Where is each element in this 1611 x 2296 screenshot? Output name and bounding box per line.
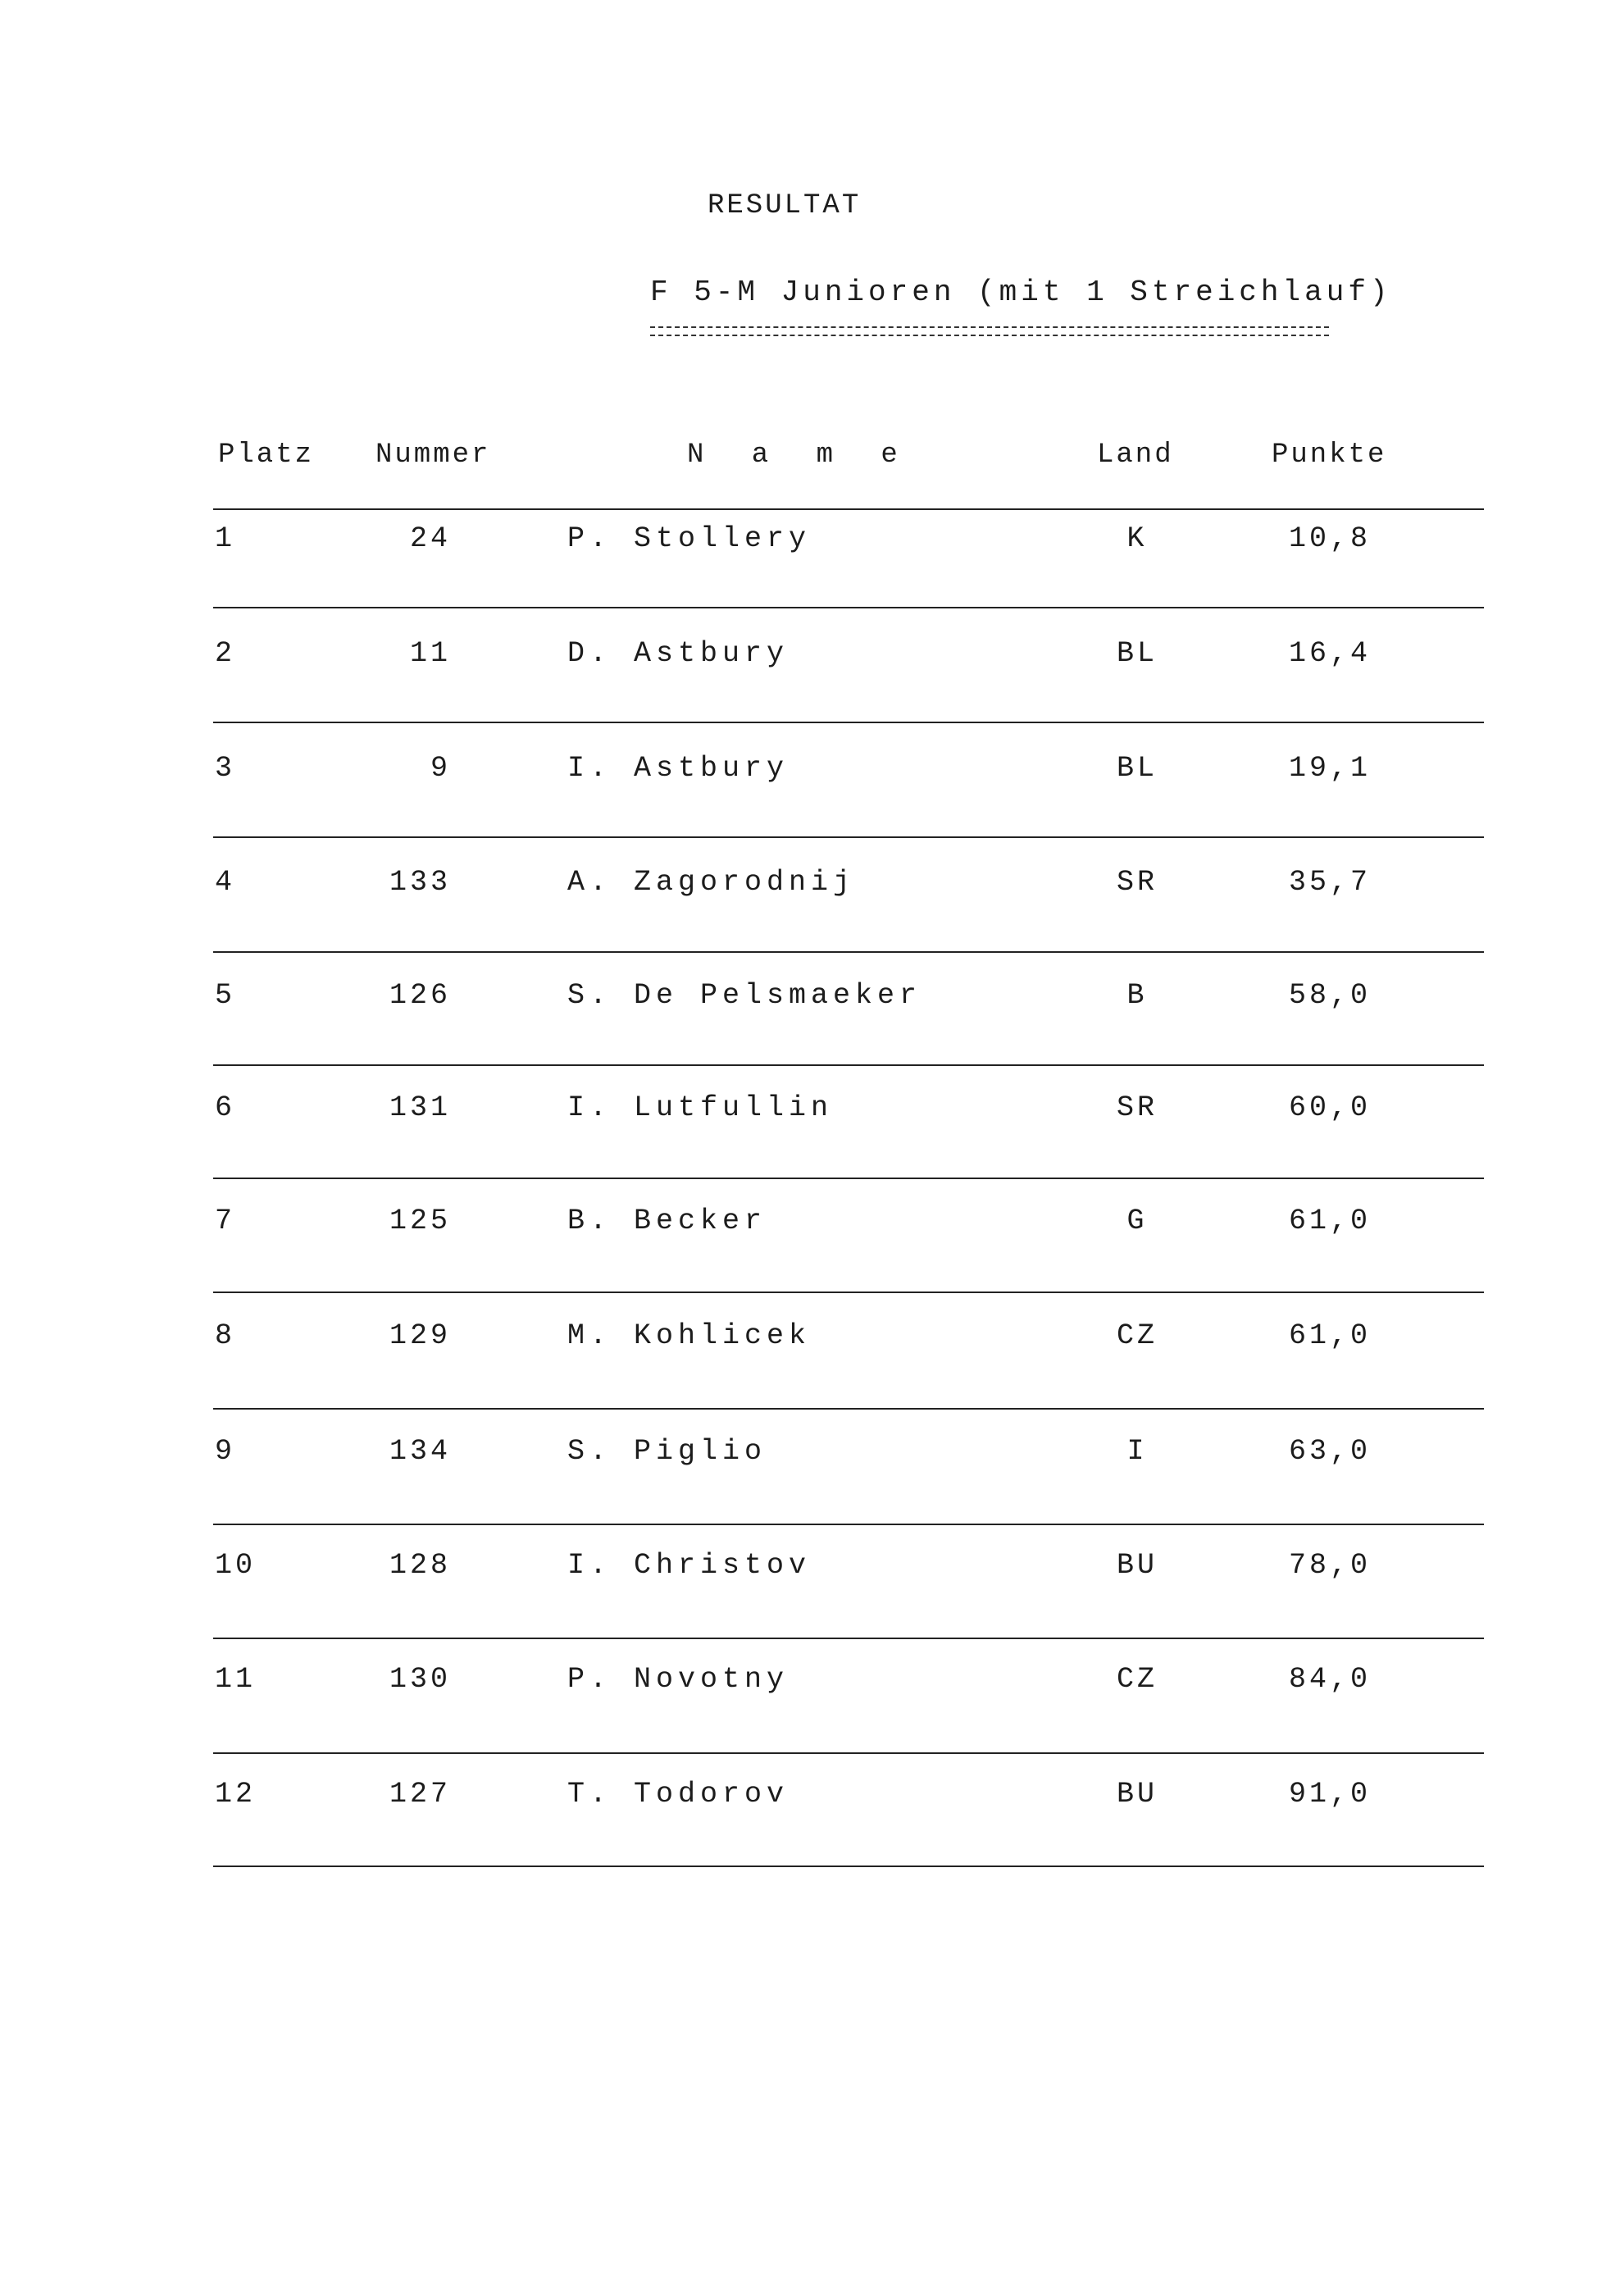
- header-punkte: Punkte: [1272, 440, 1387, 471]
- row-platz: 6: [215, 1091, 236, 1124]
- row-platz: 4: [215, 866, 236, 899]
- table-row: [0, 979, 1611, 1028]
- header-name: N a m e: [687, 440, 913, 471]
- row-divider: [213, 1752, 1484, 1754]
- row-punkte: 58,0: [1289, 979, 1372, 1012]
- row-divider: [213, 1064, 1484, 1066]
- row-name: T. Todorov: [567, 1778, 790, 1811]
- row-punkte: 78,0: [1289, 1549, 1372, 1582]
- row-platz: 1: [215, 522, 236, 555]
- row-nummer: 127: [389, 1778, 451, 1811]
- row-land: I: [1126, 1435, 1148, 1468]
- row-land: SR: [1116, 1091, 1158, 1124]
- table-row: [0, 1205, 1611, 1254]
- header-nummer: Nummer: [375, 440, 491, 471]
- page-subtitle: F 5-M Junioren (mit 1 Streichlauf): [650, 276, 1392, 309]
- row-punkte: 84,0: [1289, 1663, 1372, 1696]
- row-platz: 8: [215, 1319, 236, 1352]
- row-platz: 7: [215, 1205, 236, 1237]
- row-punkte: 19,1: [1289, 752, 1372, 785]
- row-divider: [213, 722, 1484, 723]
- row-nummer: 134: [389, 1435, 451, 1468]
- row-platz: 11: [215, 1663, 257, 1696]
- row-land: BL: [1116, 752, 1158, 785]
- row-divider: [213, 1178, 1484, 1179]
- row-land: BU: [1116, 1549, 1158, 1582]
- row-name: A. Zagorodnij: [567, 866, 856, 899]
- row-name: I. Christov: [567, 1549, 812, 1582]
- table-row: [0, 1778, 1611, 1827]
- row-name: S. Piglio: [567, 1435, 767, 1468]
- row-punkte: 60,0: [1289, 1091, 1372, 1124]
- row-divider: [213, 951, 1484, 953]
- table-row: [0, 1549, 1611, 1598]
- header-platz: Platz: [218, 440, 315, 471]
- header-land: Land: [1097, 440, 1174, 471]
- table-header-rule: [213, 508, 1484, 510]
- row-land: CZ: [1116, 1319, 1158, 1352]
- row-name: S. De Pelsmaeker: [567, 979, 922, 1012]
- row-name: I. Lutfullin: [567, 1091, 834, 1124]
- row-land: B: [1126, 979, 1148, 1012]
- row-name: P. Novotny: [567, 1663, 790, 1696]
- row-punkte: 35,7: [1289, 866, 1372, 899]
- table-row: [0, 1663, 1611, 1712]
- row-land: K: [1126, 522, 1148, 555]
- row-land: BU: [1116, 1778, 1158, 1811]
- row-name: D. Astbury: [567, 637, 790, 670]
- row-land: SR: [1116, 866, 1158, 899]
- row-punkte: 10,8: [1289, 522, 1372, 555]
- row-divider: [213, 1292, 1484, 1293]
- row-platz: 3: [215, 752, 236, 785]
- table-bottom-rule: [213, 1866, 1484, 1867]
- row-divider: [213, 1638, 1484, 1639]
- table-row: [0, 1319, 1611, 1369]
- row-name: P. Stollery: [567, 522, 812, 555]
- row-land: G: [1126, 1205, 1148, 1237]
- row-nummer: 130: [389, 1663, 451, 1696]
- row-nummer: 129: [389, 1319, 451, 1352]
- table-row: [0, 637, 1611, 686]
- row-punkte: 16,4: [1289, 637, 1372, 670]
- row-name: B. Becker: [567, 1205, 767, 1237]
- row-divider: [213, 607, 1484, 608]
- subtitle-double-underline: [650, 326, 1329, 336]
- row-punkte: 61,0: [1289, 1205, 1372, 1237]
- row-punkte: 63,0: [1289, 1435, 1372, 1468]
- row-nummer: 126: [389, 979, 451, 1012]
- row-divider: [213, 1524, 1484, 1525]
- table-row: [0, 1091, 1611, 1141]
- table-row: [0, 752, 1611, 801]
- row-platz: 9: [215, 1435, 236, 1468]
- row-name: M. Kohlicek: [567, 1319, 812, 1352]
- row-divider: [213, 1408, 1484, 1410]
- row-nummer: 9: [430, 752, 451, 785]
- row-name: I. Astbury: [567, 752, 790, 785]
- table-row: [0, 522, 1611, 572]
- table-header: [0, 440, 1611, 481]
- table-row: [0, 866, 1611, 915]
- row-nummer: 125: [389, 1205, 451, 1237]
- table-row: [0, 1435, 1611, 1484]
- row-punkte: 91,0: [1289, 1778, 1372, 1811]
- row-nummer: 128: [389, 1549, 451, 1582]
- row-punkte: 61,0: [1289, 1319, 1372, 1352]
- row-nummer: 133: [389, 866, 451, 899]
- row-divider: [213, 836, 1484, 838]
- row-nummer: 11: [409, 637, 451, 670]
- row-land: BL: [1116, 637, 1158, 670]
- page-title: RESULTAT: [708, 190, 862, 221]
- row-platz: 2: [215, 637, 236, 670]
- row-platz: 10: [215, 1549, 257, 1582]
- row-land: CZ: [1116, 1663, 1158, 1696]
- row-nummer: 24: [409, 522, 451, 555]
- row-nummer: 131: [389, 1091, 451, 1124]
- row-platz: 5: [215, 979, 236, 1012]
- row-platz: 12: [215, 1778, 257, 1811]
